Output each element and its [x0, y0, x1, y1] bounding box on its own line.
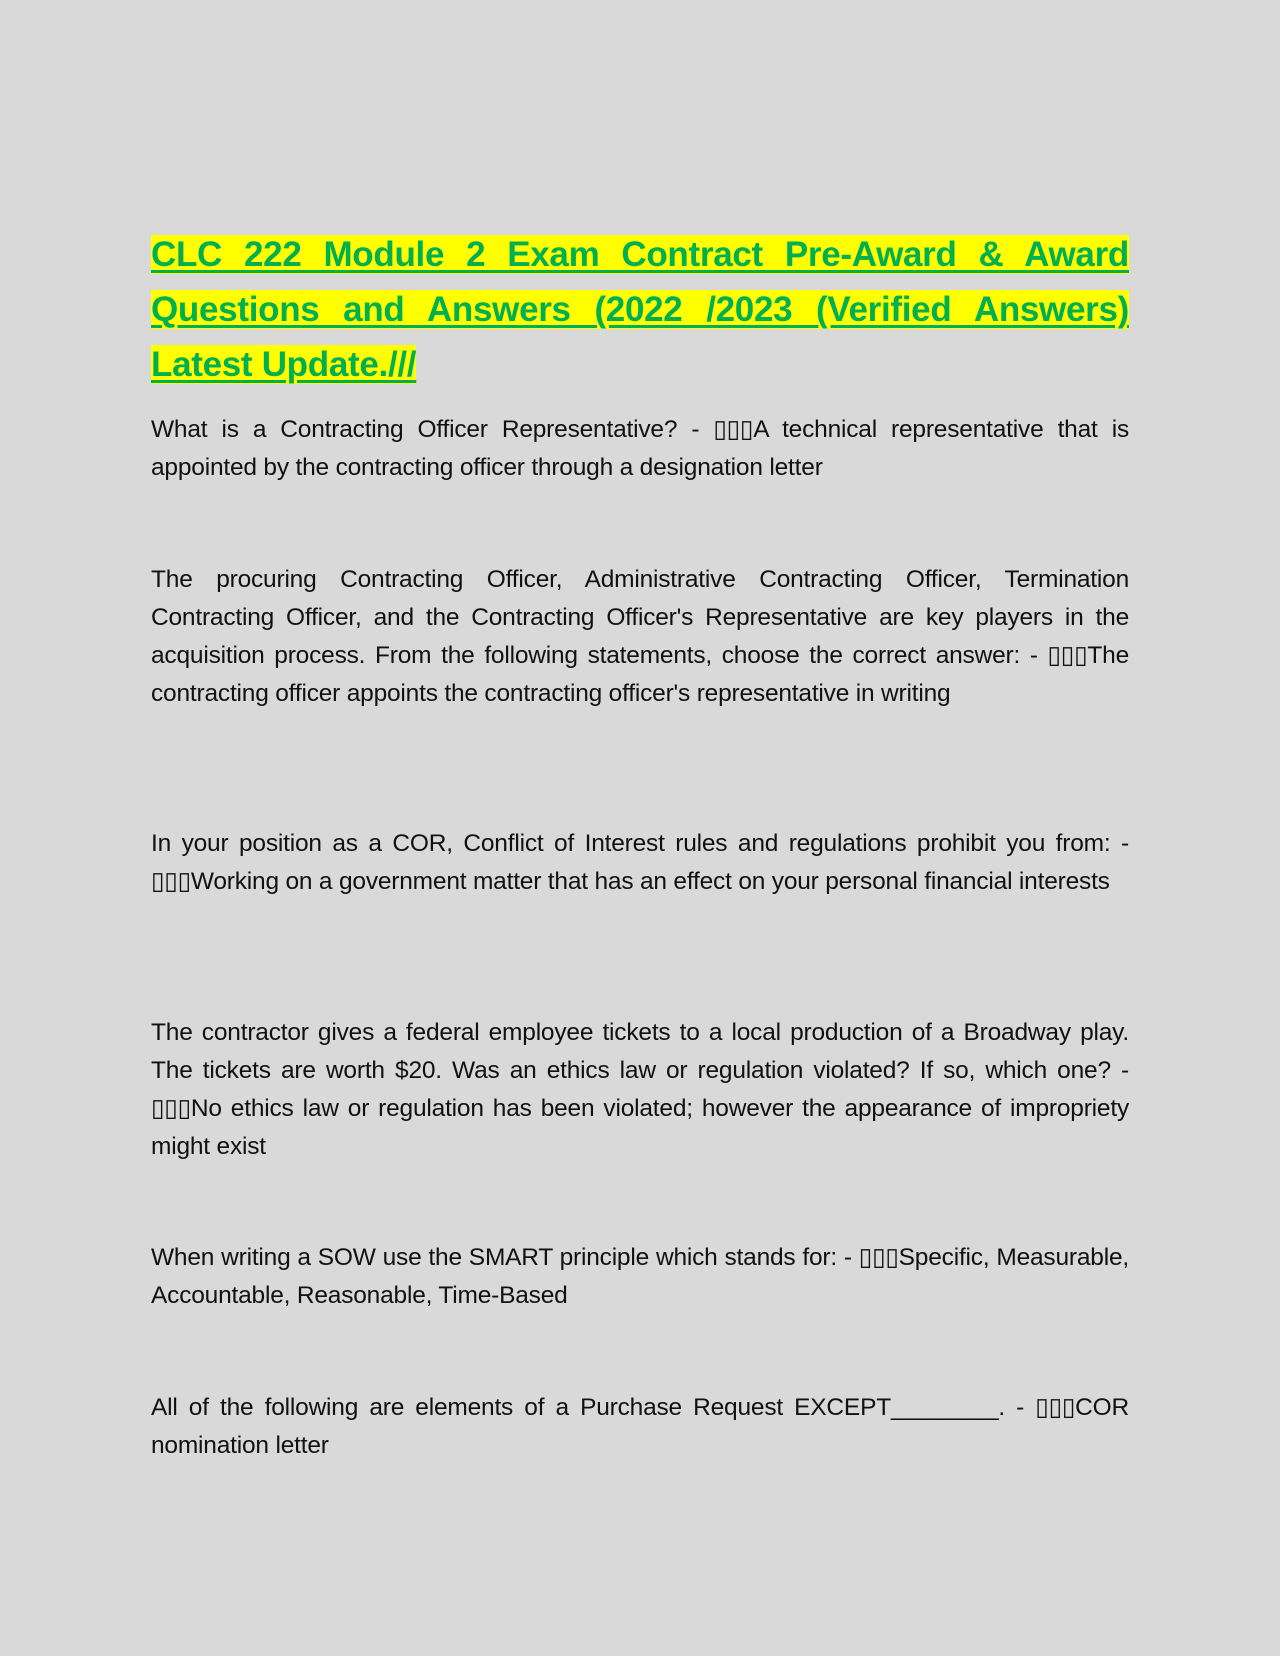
qa-item: [151, 411, 1129, 487]
question-text: In your position as a COR, Conflict of Interest rules and regulations prohibit you from: -: [151, 829, 1129, 857]
question-text: All of the following are elements of a Purchase Request EXCEPT________. -: [151, 1393, 1036, 1421]
answer-marker: ▯▯▯: [858, 1243, 899, 1271]
answer-text: A technical representative that is appointed by the contracting officer through a designation letter: [151, 415, 1129, 481]
document-title: [151, 227, 1129, 392]
qa-item: [151, 1014, 1129, 1166]
answer-text: No ethics law or regulation has been violated; however the appearance of impropriety might exist: [151, 1094, 1129, 1160]
answer-marker: ▯▯▯: [713, 415, 754, 443]
qa-item: [151, 561, 1129, 713]
answer-text: Working on a government matter that has an effect on your personal financial interests: [190, 867, 1110, 895]
document-title-text: CLC 222 Module 2 Exam Contract Pre-Award & Award Questions and Answers (2022 /2023 (Verified Answers) Latest Update.///: [151, 235, 1129, 385]
qa-item: [151, 1239, 1129, 1315]
answer-text: COR nomination letter: [151, 1393, 1129, 1459]
answer-marker: ▯▯▯: [151, 1094, 191, 1122]
question-text: The procuring Contracting Officer, Administrative Contracting Officer, Termination Contracting Officer, and the Contracting Officer's Representative are key players in the acquisition process. From the following statements, choose the correct answer: -: [151, 565, 1129, 669]
answer-text: Specific, Measurable, Accountable, Reasonable, Time-Based: [151, 1243, 1129, 1309]
answer-marker: ▯▯▯: [151, 867, 191, 895]
answer-marker: ▯▯▯: [1047, 641, 1088, 669]
question-text: The contractor gives a federal employee tickets to a local production of a Broadway play. The tickets are worth $20. Was an ethics law or regulation violated? If so, which one? -: [151, 1018, 1129, 1084]
qa-item: [151, 1389, 1129, 1465]
answer-marker: ▯▯▯: [1035, 1393, 1076, 1421]
qa-item: [151, 825, 1129, 901]
question-text: What is a Contracting Officer Representative? -: [151, 415, 714, 443]
question-text: When writing a SOW use the SMART principle which stands for: -: [151, 1243, 859, 1271]
answer-text: The contracting officer appoints the contracting officer's representative in writing: [151, 641, 1129, 707]
